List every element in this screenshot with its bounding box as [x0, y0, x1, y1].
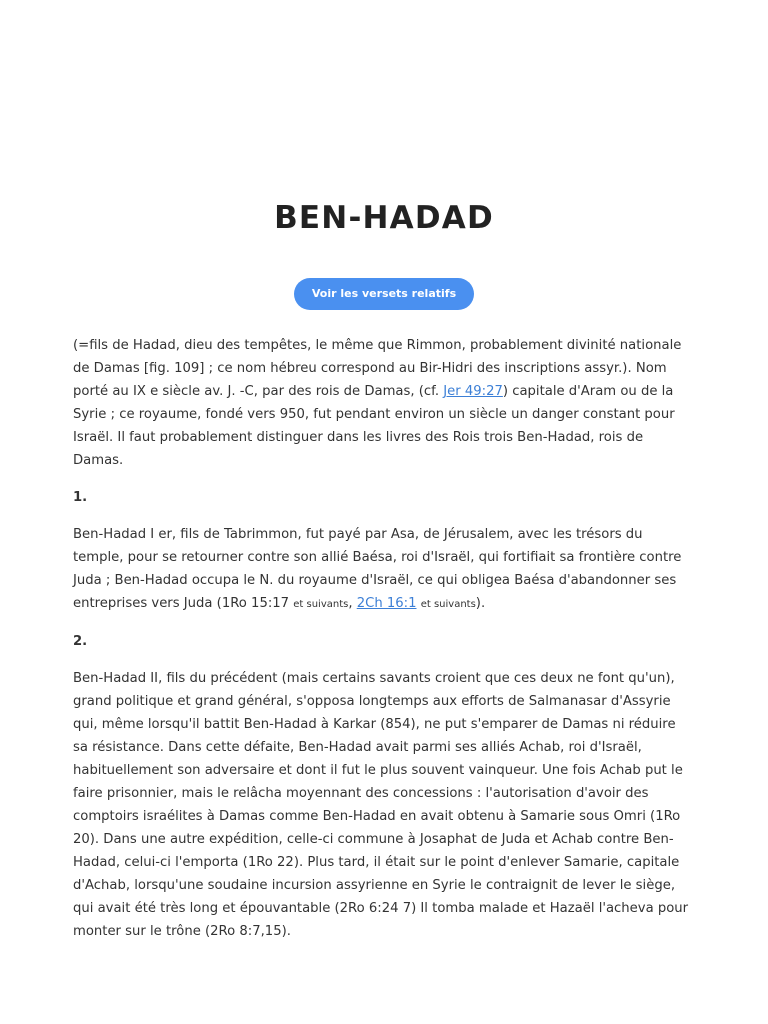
section-number-1: 1. [73, 490, 88, 505]
verse-link-2ch[interactable]: 2Ch 16:1 [356, 596, 417, 611]
intro-text-end: ) capitale d'Aram ou de la Syrie ; ce royaume, fondé vers 950, fut pendant environ un siècle un danger constant pour Israël. Il faut probablement distinguer dans les livres des Rois trois Ben-Hadad, rois de Damas. [73, 384, 675, 468]
related-verses-button[interactable]: Voir les versets relatifs [294, 278, 474, 310]
verse-link-jer[interactable]: Jer 49:27 [443, 384, 503, 399]
section-number-2: 2. [73, 634, 88, 649]
intro-paragraph [73, 334, 693, 472]
section-1-small-a: et suivants [293, 599, 349, 610]
article-body [73, 334, 693, 943]
section-1-text-a: Ben-Hadad I er, fils de Tabrimmon, fut payé par Asa, de Jérusalem, avec les trésors du temple, pour se retourner contre son allié Baésa, roi d'Israël, qui fortifiait sa frontière contre Juda ; Ben-Hadad occupa le N. du royaume d'Israël, ce qui obligea Baésa d'abandonner ses entreprises vers Juda (1Ro 15:17 [73, 527, 682, 611]
section-1-text-b: , [348, 596, 357, 611]
intro-text-start: (=fils de Hadad, dieu des tempêtes, le même que Rimmon, probablement divinité nationale de Damas [fig. 109] ; ce nom hébreu correspond au Bir-Hidri des inscriptions assyr.). Nom porté au IX e siècle av. J. -C, par des rois de Damas, (cf. [73, 338, 682, 399]
button-container [0, 278, 768, 310]
page-title: BEN-HADAD [274, 200, 494, 236]
section-1-text-d: ). [475, 596, 486, 611]
section-1-paragraph [73, 523, 693, 616]
section-2-paragraph: Ben-Hadad II, fils du précédent (mais certains savants croient que ces deux ne font qu'un), grand politique et grand général, s'opposa longtemps aux efforts de Salmanasar d'Assyrie qui, même lorsqu'il battit Ben-Hadad à Karkar (854), ne put s'emparer de Damas ni réduire sa résistance. Dans cette défaite, Ben-Hadad avait parmi ses alliés Achab, roi d'Israël, habituellement son adversaire et dont il fut le plus souvent vainqueur. Une fois Achab put le faire prisonnier, mais le relâcha moyennant des concessions : l'autorisation d'avoir des comptoirs israélites à Damas comme Ben-Hadad en avait obtenu à Samarie sous Omri (1Ro 20). Dans une autre expédition, celle-ci commune à Josaphat de Juda et Achab contre Ben-Hadad, celui-ci l'emporta (1Ro 22). Plus tard, il était sur le point d'enlever Samarie, capitale d'Achab, lorsqu'une soudaine incursion assyrienne en Syrie le contraignit de lever le siège, qui avait été très long et épouvantable (2Ro 6:24 7) Il tomba malade et Hazaël l'acheva pour monter sur le trône (2Ro 8:7,15). [73, 671, 689, 939]
section-1-small-b: et suivants [420, 599, 476, 610]
